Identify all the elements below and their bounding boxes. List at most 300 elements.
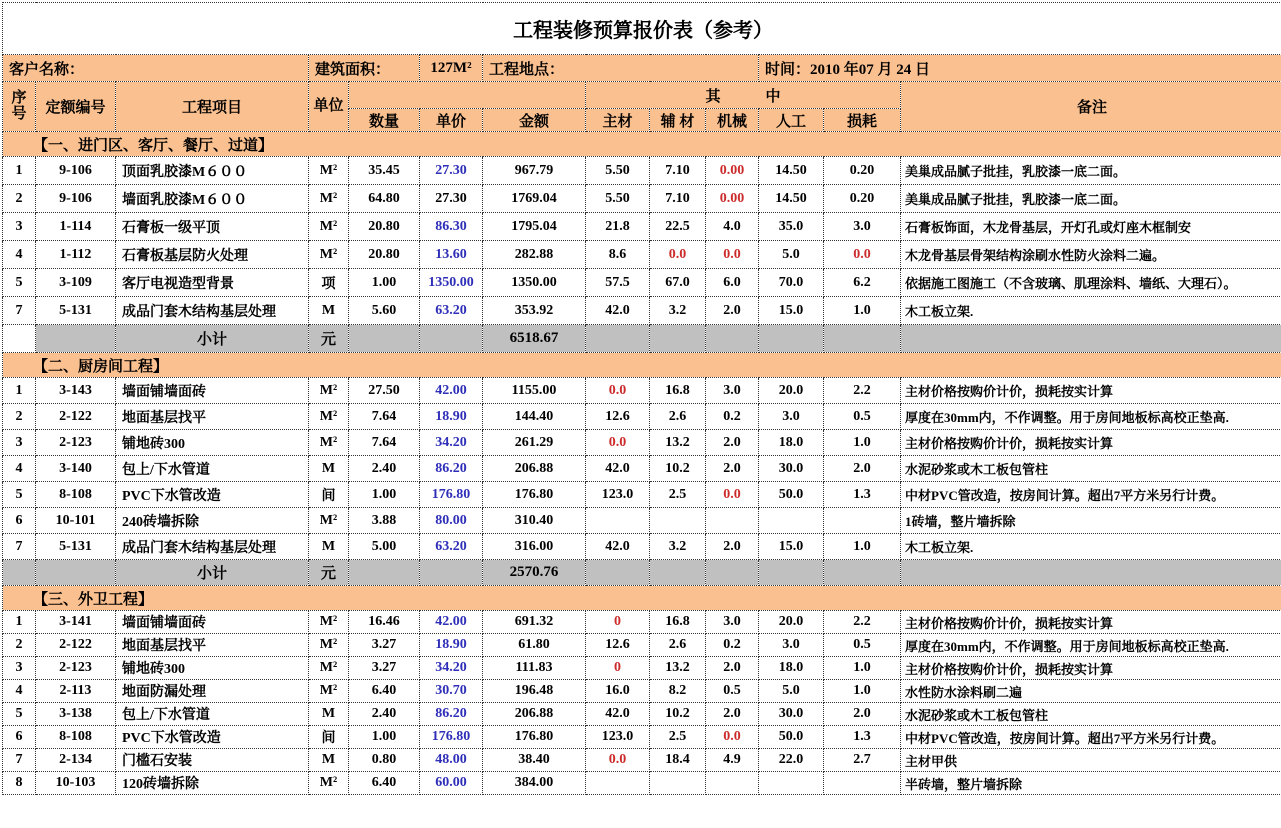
cell-item[interactable]: 客厅电视造型背景 xyxy=(116,269,309,297)
cell-amount[interactable]: 967.79 xyxy=(483,157,586,185)
cell-seq[interactable]: 8 xyxy=(3,772,36,795)
cell-labor[interactable] xyxy=(759,508,824,534)
cell-main[interactable]: 0 xyxy=(586,611,650,634)
cell-remark[interactable]: 中材PVC管改造，按房间计算。超出7平方米另行计费。 xyxy=(901,482,1281,508)
cell-qty[interactable]: 0.80 xyxy=(349,749,420,772)
cell-labor[interactable]: 15.0 xyxy=(759,297,824,325)
cell-unit[interactable]: M xyxy=(309,749,349,772)
cell-unit[interactable]: M² xyxy=(309,680,349,703)
col-header-machine[interactable]: 机械 xyxy=(706,109,759,132)
cell-loss[interactable]: 3.0 xyxy=(824,213,901,241)
cell-labor[interactable]: 30.0 xyxy=(759,456,824,482)
cell-item[interactable]: 地面基层找平 xyxy=(116,404,309,430)
cell-loss[interactable]: 1.0 xyxy=(824,680,901,703)
cell-unit[interactable]: M xyxy=(309,456,349,482)
cell-qty[interactable]: 20.80 xyxy=(349,241,420,269)
cell-labor[interactable]: 3.0 xyxy=(759,404,824,430)
section-title[interactable]: 【三、外卫工程】 xyxy=(3,586,1281,611)
cell-amount[interactable]: 206.88 xyxy=(483,703,586,726)
cell-unit[interactable]: M² xyxy=(309,157,349,185)
cell-machine[interactable]: 2.0 xyxy=(706,534,759,560)
cell-aux[interactable] xyxy=(650,325,706,353)
cell-aux[interactable] xyxy=(650,772,706,795)
cell-unit[interactable]: 间 xyxy=(309,726,349,749)
cell-loss[interactable]: 2.0 xyxy=(824,456,901,482)
cell-machine[interactable]: 4.9 xyxy=(706,749,759,772)
cell-main[interactable]: 42.0 xyxy=(586,456,650,482)
cell-main[interactable] xyxy=(586,325,650,353)
building-area-value-cell[interactable]: 127M² xyxy=(420,55,483,82)
cell-unit[interactable]: M xyxy=(309,703,349,726)
cell-loss[interactable]: 1.3 xyxy=(824,726,901,749)
cell-remark[interactable]: 厚度在30mm内，不作调整。用于房间地板标高校正垫高. xyxy=(901,404,1281,430)
cell-unit[interactable]: M² xyxy=(309,430,349,456)
cell-qty[interactable]: 5.60 xyxy=(349,297,420,325)
cell-amount[interactable]: 144.40 xyxy=(483,404,586,430)
cell-remark[interactable]: 依据施工图施工（不含玻璃、肌理涂料、墙纸、大理石）。 xyxy=(901,269,1281,297)
cell-code[interactable]: 2-122 xyxy=(36,634,116,657)
cell-item[interactable]: 成品门套木结构基层处理 xyxy=(116,534,309,560)
cell-amount[interactable]: 310.40 xyxy=(483,508,586,534)
cell-remark[interactable]: 半砖墙，整片墙拆除 xyxy=(901,772,1281,795)
cell-unit[interactable]: M xyxy=(309,534,349,560)
cell-loss[interactable]: 2.7 xyxy=(824,749,901,772)
cell-seq[interactable]: 7 xyxy=(3,297,36,325)
cell-remark[interactable]: 中材PVC管改造，按房间计算。超出7平方米另行计费。 xyxy=(901,726,1281,749)
cell-labor[interactable]: 5.0 xyxy=(759,241,824,269)
cell-unit[interactable]: M² xyxy=(309,657,349,680)
cell-aux[interactable]: 13.2 xyxy=(650,430,706,456)
cell-seq[interactable]: 2 xyxy=(3,185,36,213)
cell-main[interactable]: 42.0 xyxy=(586,297,650,325)
col-header-price[interactable]: 单价 xyxy=(420,109,483,132)
cell-labor[interactable]: 18.0 xyxy=(759,430,824,456)
cell-remark[interactable]: 1砖墙，整片墙拆除 xyxy=(901,508,1281,534)
subtotal-label[interactable]: 小计 xyxy=(116,560,309,586)
cell-price[interactable]: 176.80 xyxy=(420,726,483,749)
cell-labor[interactable]: 18.0 xyxy=(759,657,824,680)
col-header-among[interactable]: 其 中 xyxy=(586,82,901,109)
cell-item[interactable]: 墙面铺墙面砖 xyxy=(116,611,309,634)
cell-seq[interactable]: 5 xyxy=(3,703,36,726)
cell-loss[interactable]: 0.5 xyxy=(824,634,901,657)
date-cell[interactable]: 时间：2010 年07 月 24 日 xyxy=(759,55,1281,82)
col-header-remark[interactable]: 备注 xyxy=(901,82,1281,132)
cell-seq[interactable] xyxy=(3,325,36,353)
cell-aux[interactable]: 7.10 xyxy=(650,185,706,213)
cell-machine[interactable] xyxy=(706,325,759,353)
cell-machine[interactable]: 0.00 xyxy=(706,157,759,185)
cell-aux[interactable]: 22.5 xyxy=(650,213,706,241)
cell-price[interactable]: 18.90 xyxy=(420,634,483,657)
cell-seq[interactable]: 2 xyxy=(3,404,36,430)
cell-code[interactable]: 1-112 xyxy=(36,241,116,269)
cell-unit[interactable]: 元 xyxy=(309,325,349,353)
cell-loss[interactable]: 2.0 xyxy=(824,703,901,726)
cell-labor[interactable]: 35.0 xyxy=(759,213,824,241)
cell-item[interactable]: 240砖墙拆除 xyxy=(116,508,309,534)
cell-price[interactable]: 27.30 xyxy=(420,185,483,213)
cell-qty[interactable]: 5.00 xyxy=(349,534,420,560)
cell-amount[interactable]: 196.48 xyxy=(483,680,586,703)
cell-machine[interactable] xyxy=(706,772,759,795)
cell-remark[interactable]: 水性防水涂料刷二遍 xyxy=(901,680,1281,703)
cell-labor[interactable]: 50.0 xyxy=(759,726,824,749)
cell-amount[interactable]: 176.80 xyxy=(483,482,586,508)
cell-remark[interactable]: 木龙骨基层骨架结构涂刷水性防火涂料二遍。 xyxy=(901,241,1281,269)
cell-amount[interactable]: 1350.00 xyxy=(483,269,586,297)
cell-amount[interactable]: 691.32 xyxy=(483,611,586,634)
cell-remark[interactable]: 水泥砂浆或木工板包管柱 xyxy=(901,456,1281,482)
cell-qty[interactable] xyxy=(349,325,420,353)
cell-labor[interactable] xyxy=(759,325,824,353)
cell-unit[interactable]: M² xyxy=(309,634,349,657)
cell-machine[interactable]: 0.0 xyxy=(706,726,759,749)
cell-price[interactable]: 13.60 xyxy=(420,241,483,269)
cell-qty[interactable]: 16.46 xyxy=(349,611,420,634)
cell-amount[interactable]: 384.00 xyxy=(483,772,586,795)
cell-unit[interactable]: M² xyxy=(309,772,349,795)
cell-price[interactable]: 176.80 xyxy=(420,482,483,508)
cell-main[interactable] xyxy=(586,508,650,534)
cell-price[interactable]: 1350.00 xyxy=(420,269,483,297)
cell-price[interactable]: 60.00 xyxy=(420,772,483,795)
cell-main[interactable]: 16.0 xyxy=(586,680,650,703)
cell-labor[interactable]: 5.0 xyxy=(759,680,824,703)
cell-price[interactable] xyxy=(420,325,483,353)
cell-unit[interactable]: M² xyxy=(309,508,349,534)
col-header-seq[interactable]: 序号 xyxy=(3,82,36,132)
cell-qty[interactable]: 2.40 xyxy=(349,456,420,482)
cell-unit[interactable]: M² xyxy=(309,185,349,213)
cell-remark[interactable]: 美巢成品腻子批挂，乳胶漆一底二面。 xyxy=(901,157,1281,185)
cell-qty[interactable]: 6.40 xyxy=(349,680,420,703)
cell-main[interactable]: 5.50 xyxy=(586,157,650,185)
cell-aux[interactable]: 8.2 xyxy=(650,680,706,703)
cell-remark[interactable]: 主材甲供 xyxy=(901,749,1281,772)
cell-aux[interactable] xyxy=(650,560,706,586)
cell-item[interactable]: 墙面铺墙面砖 xyxy=(116,378,309,404)
cell-item[interactable]: 顶面乳胶漆M６００ xyxy=(116,157,309,185)
cell-labor[interactable] xyxy=(759,560,824,586)
cell-machine[interactable]: 0.0 xyxy=(706,241,759,269)
cell-price[interactable]: 80.00 xyxy=(420,508,483,534)
cell-unit[interactable]: M² xyxy=(309,404,349,430)
cell-loss[interactable]: 2.2 xyxy=(824,378,901,404)
cell-remark[interactable]: 厚度在30mm内，不作调整。用于房间地板标高校正垫高. xyxy=(901,634,1281,657)
cell-remark[interactable]: 主材价格按购价计价，损耗按实计算 xyxy=(901,430,1281,456)
cell-unit[interactable]: M² xyxy=(309,611,349,634)
cell-main[interactable]: 42.0 xyxy=(586,703,650,726)
cell-qty[interactable]: 64.80 xyxy=(349,185,420,213)
cell-main[interactable]: 0.0 xyxy=(586,749,650,772)
cell-item[interactable]: PVC下水管改造 xyxy=(116,726,309,749)
cell-amount[interactable]: 111.83 xyxy=(483,657,586,680)
cell-code[interactable]: 3-109 xyxy=(36,269,116,297)
cell-aux[interactable]: 2.5 xyxy=(650,726,706,749)
cell-machine[interactable] xyxy=(706,560,759,586)
cell-price[interactable]: 63.20 xyxy=(420,534,483,560)
cell-aux[interactable]: 18.4 xyxy=(650,749,706,772)
cell-main[interactable] xyxy=(586,772,650,795)
cell-seq[interactable]: 4 xyxy=(3,241,36,269)
col-header-aux-material[interactable]: 辅 材 xyxy=(650,109,706,132)
cell-unit[interactable]: M² xyxy=(309,378,349,404)
cell-amount[interactable]: 316.00 xyxy=(483,534,586,560)
cell-remark[interactable]: 主材价格按购价计价，损耗按实计算 xyxy=(901,611,1281,634)
cell-seq[interactable]: 7 xyxy=(3,749,36,772)
cell-seq[interactable]: 5 xyxy=(3,482,36,508)
cell-seq[interactable]: 2 xyxy=(3,634,36,657)
cell-labor[interactable]: 14.50 xyxy=(759,185,824,213)
cell-unit[interactable]: 项 xyxy=(309,269,349,297)
cell-amount[interactable]: 61.80 xyxy=(483,634,586,657)
cell-main[interactable]: 0.0 xyxy=(586,378,650,404)
cell-aux[interactable]: 3.2 xyxy=(650,297,706,325)
cell-amount[interactable]: 1769.04 xyxy=(483,185,586,213)
cell-code[interactable]: 10-101 xyxy=(36,508,116,534)
col-header-code[interactable]: 定额编号 xyxy=(36,82,116,132)
cell-item[interactable]: 石膏板基层防火处理 xyxy=(116,241,309,269)
cell-labor[interactable]: 30.0 xyxy=(759,703,824,726)
cell-loss[interactable]: 1.0 xyxy=(824,430,901,456)
cell-aux[interactable]: 0.0 xyxy=(650,241,706,269)
cell-loss[interactable]: 1.0 xyxy=(824,534,901,560)
cell-code[interactable] xyxy=(36,325,116,353)
cell-loss[interactable] xyxy=(824,508,901,534)
cell-qty[interactable]: 7.64 xyxy=(349,404,420,430)
cell-seq[interactable]: 1 xyxy=(3,378,36,404)
cell-loss[interactable]: 0.5 xyxy=(824,404,901,430)
cell-remark[interactable]: 木工板立架. xyxy=(901,534,1281,560)
cell-item[interactable]: 120砖墙拆除 xyxy=(116,772,309,795)
cell-qty[interactable]: 3.88 xyxy=(349,508,420,534)
cell-loss[interactable]: 1.3 xyxy=(824,482,901,508)
section-title[interactable]: 【一、进门区、客厅、餐厅、过道】 xyxy=(3,132,1281,157)
building-area-label-cell[interactable]: 建筑面积： xyxy=(309,55,420,82)
cell-code[interactable]: 5-131 xyxy=(36,534,116,560)
cell-seq[interactable]: 3 xyxy=(3,213,36,241)
cell-machine[interactable]: 2.0 xyxy=(706,657,759,680)
cell-amount[interactable]: 282.88 xyxy=(483,241,586,269)
cell-price[interactable]: 30.70 xyxy=(420,680,483,703)
cell-main[interactable]: 12.6 xyxy=(586,404,650,430)
cell-seq[interactable]: 1 xyxy=(3,611,36,634)
cell-labor[interactable]: 20.0 xyxy=(759,378,824,404)
cell-code[interactable]: 2-123 xyxy=(36,430,116,456)
cell-remark[interactable] xyxy=(901,560,1281,586)
cell-main[interactable]: 21.8 xyxy=(586,213,650,241)
cell-price[interactable]: 27.30 xyxy=(420,157,483,185)
col-header-item[interactable]: 工程项目 xyxy=(116,82,309,132)
cell-seq[interactable] xyxy=(3,560,36,586)
cell-qty[interactable]: 7.64 xyxy=(349,430,420,456)
cell-amount[interactable]: 1155.00 xyxy=(483,378,586,404)
cell-machine[interactable]: 2.0 xyxy=(706,430,759,456)
cell-machine[interactable]: 0.5 xyxy=(706,680,759,703)
cell-remark[interactable]: 木工板立架. xyxy=(901,297,1281,325)
customer-name-cell[interactable]: 客户名称： xyxy=(3,55,309,82)
cell-remark[interactable] xyxy=(901,325,1281,353)
cell-main[interactable]: 5.50 xyxy=(586,185,650,213)
cell-main[interactable]: 8.6 xyxy=(586,241,650,269)
cell-item[interactable]: 铺地砖300 xyxy=(116,430,309,456)
cell-loss[interactable]: 0.20 xyxy=(824,157,901,185)
cell-aux[interactable]: 16.8 xyxy=(650,611,706,634)
cell-remark[interactable]: 石膏板饰面，木龙骨基层，开灯孔或灯座木框制安 xyxy=(901,213,1281,241)
cell-code[interactable]: 3-143 xyxy=(36,378,116,404)
cell-amount[interactable]: 261.29 xyxy=(483,430,586,456)
cell-aux[interactable]: 2.5 xyxy=(650,482,706,508)
cell-main[interactable]: 0 xyxy=(586,657,650,680)
cell-unit[interactable]: M xyxy=(309,297,349,325)
col-header-loss[interactable]: 损耗 xyxy=(824,109,901,132)
cell-seq[interactable]: 6 xyxy=(3,726,36,749)
cell-amount[interactable]: 1795.04 xyxy=(483,213,586,241)
cell-labor[interactable] xyxy=(759,772,824,795)
cell-code[interactable]: 3-140 xyxy=(36,456,116,482)
cell-seq[interactable]: 3 xyxy=(3,430,36,456)
cell-remark[interactable]: 主材价格按购价计价，损耗按实计算 xyxy=(901,657,1281,680)
cell-machine[interactable]: 3.0 xyxy=(706,611,759,634)
cell-code[interactable]: 10-103 xyxy=(36,772,116,795)
cell-amount[interactable]: 176.80 xyxy=(483,726,586,749)
section-title[interactable]: 【二、厨房间工程】 xyxy=(3,353,1281,378)
cell-labor[interactable]: 20.0 xyxy=(759,611,824,634)
cell-labor[interactable]: 14.50 xyxy=(759,157,824,185)
cell-amount[interactable]: 206.88 xyxy=(483,456,586,482)
cell-labor[interactable]: 15.0 xyxy=(759,534,824,560)
cell-amount[interactable]: 38.40 xyxy=(483,749,586,772)
col-header-unit[interactable]: 单位 xyxy=(309,82,349,132)
cell-item[interactable]: 墙面乳胶漆M６００ xyxy=(116,185,309,213)
cell-main[interactable]: 42.0 xyxy=(586,534,650,560)
subtotal-amount[interactable]: 6518.67 xyxy=(483,325,586,353)
cell-remark[interactable]: 主材价格按购价计价，损耗按实计算 xyxy=(901,378,1281,404)
cell-code[interactable]: 2-123 xyxy=(36,657,116,680)
cell-unit[interactable]: 间 xyxy=(309,482,349,508)
cell-machine[interactable]: 6.0 xyxy=(706,269,759,297)
subtotal-label[interactable]: 小计 xyxy=(116,325,309,353)
cell-price[interactable]: 34.20 xyxy=(420,430,483,456)
cell-machine[interactable]: 2.0 xyxy=(706,703,759,726)
cell-price[interactable]: 86.20 xyxy=(420,456,483,482)
cell-price[interactable]: 86.30 xyxy=(420,213,483,241)
cell-code[interactable]: 8-108 xyxy=(36,726,116,749)
cell-labor[interactable]: 22.0 xyxy=(759,749,824,772)
cell-loss[interactable] xyxy=(824,325,901,353)
cell-code[interactable] xyxy=(36,560,116,586)
cell-remark[interactable]: 水泥砂浆或木工板包管柱 xyxy=(901,703,1281,726)
cell-unit[interactable]: M² xyxy=(309,213,349,241)
cell-code[interactable]: 2-134 xyxy=(36,749,116,772)
cell-aux[interactable]: 10.2 xyxy=(650,456,706,482)
cell-seq[interactable]: 1 xyxy=(3,157,36,185)
cell-price[interactable]: 18.90 xyxy=(420,404,483,430)
cell-item[interactable]: 门槛石安装 xyxy=(116,749,309,772)
cell-item[interactable]: 地面基层找平 xyxy=(116,634,309,657)
col-header-main-material[interactable]: 主材 xyxy=(586,109,650,132)
cell-qty[interactable]: 27.50 xyxy=(349,378,420,404)
cell-seq[interactable]: 4 xyxy=(3,456,36,482)
cell-amount[interactable]: 353.92 xyxy=(483,297,586,325)
col-header-labor[interactable]: 人工 xyxy=(759,109,824,132)
cell-main[interactable]: 123.0 xyxy=(586,726,650,749)
cell-aux[interactable]: 3.2 xyxy=(650,534,706,560)
cell-main[interactable]: 57.5 xyxy=(586,269,650,297)
cell-aux[interactable]: 13.2 xyxy=(650,657,706,680)
cell-loss[interactable]: 1.0 xyxy=(824,657,901,680)
cell-code[interactable]: 9-106 xyxy=(36,185,116,213)
cell-aux[interactable] xyxy=(650,508,706,534)
cell-qty[interactable]: 1.00 xyxy=(349,482,420,508)
cell-machine[interactable]: 0.2 xyxy=(706,404,759,430)
cell-qty[interactable]: 6.40 xyxy=(349,772,420,795)
cell-loss[interactable] xyxy=(824,560,901,586)
cell-main[interactable]: 0.0 xyxy=(586,430,650,456)
cell-machine[interactable]: 3.0 xyxy=(706,378,759,404)
cell-item[interactable]: PVC下水管改造 xyxy=(116,482,309,508)
cell-item[interactable]: 石膏板一级平顶 xyxy=(116,213,309,241)
cell-price[interactable]: 42.00 xyxy=(420,611,483,634)
cell-seq[interactable]: 6 xyxy=(3,508,36,534)
subtotal-amount[interactable]: 2570.76 xyxy=(483,560,586,586)
cell-machine[interactable] xyxy=(706,508,759,534)
cell-labor[interactable]: 70.0 xyxy=(759,269,824,297)
cell-remark[interactable]: 美巢成品腻子批挂，乳胶漆一底二面。 xyxy=(901,185,1281,213)
cell-machine[interactable]: 0.00 xyxy=(706,185,759,213)
cell-main[interactable] xyxy=(586,560,650,586)
cell-loss[interactable]: 6.2 xyxy=(824,269,901,297)
cell-aux[interactable]: 7.10 xyxy=(650,157,706,185)
cell-qty[interactable]: 3.27 xyxy=(349,634,420,657)
cell-item[interactable]: 地面防漏处理 xyxy=(116,680,309,703)
cell-item[interactable]: 包上/下水管道 xyxy=(116,456,309,482)
cell-seq[interactable]: 7 xyxy=(3,534,36,560)
cell-machine[interactable]: 0.0 xyxy=(706,482,759,508)
cell-qty[interactable]: 1.00 xyxy=(349,269,420,297)
cell-price[interactable]: 42.00 xyxy=(420,378,483,404)
cell-loss[interactable]: 1.0 xyxy=(824,297,901,325)
cell-code[interactable]: 2-122 xyxy=(36,404,116,430)
cell-main[interactable]: 123.0 xyxy=(586,482,650,508)
col-header-amount[interactable]: 金额 xyxy=(483,109,586,132)
cell-aux[interactable]: 2.6 xyxy=(650,404,706,430)
cell-item[interactable]: 铺地砖300 xyxy=(116,657,309,680)
cell-main[interactable]: 12.6 xyxy=(586,634,650,657)
cell-price[interactable] xyxy=(420,560,483,586)
cell-unit[interactable]: M² xyxy=(309,241,349,269)
cell-code[interactable]: 1-114 xyxy=(36,213,116,241)
cell-code[interactable]: 3-138 xyxy=(36,703,116,726)
cell-aux[interactable]: 16.8 xyxy=(650,378,706,404)
cell-machine[interactable]: 4.0 xyxy=(706,213,759,241)
cell-code[interactable]: 2-113 xyxy=(36,680,116,703)
cell-aux[interactable]: 67.0 xyxy=(650,269,706,297)
cell-seq[interactable]: 5 xyxy=(3,269,36,297)
cell-price[interactable]: 63.20 xyxy=(420,297,483,325)
cell-aux[interactable]: 2.6 xyxy=(650,634,706,657)
cell-qty[interactable] xyxy=(349,560,420,586)
cell-price[interactable]: 48.00 xyxy=(420,749,483,772)
cell-labor[interactable]: 50.0 xyxy=(759,482,824,508)
cell-qty[interactable]: 20.80 xyxy=(349,213,420,241)
cell-machine[interactable]: 2.0 xyxy=(706,456,759,482)
cell-machine[interactable]: 2.0 xyxy=(706,297,759,325)
header-spacer-cell[interactable] xyxy=(349,82,586,109)
cell-machine[interactable]: 0.2 xyxy=(706,634,759,657)
cell-code[interactable]: 9-106 xyxy=(36,157,116,185)
